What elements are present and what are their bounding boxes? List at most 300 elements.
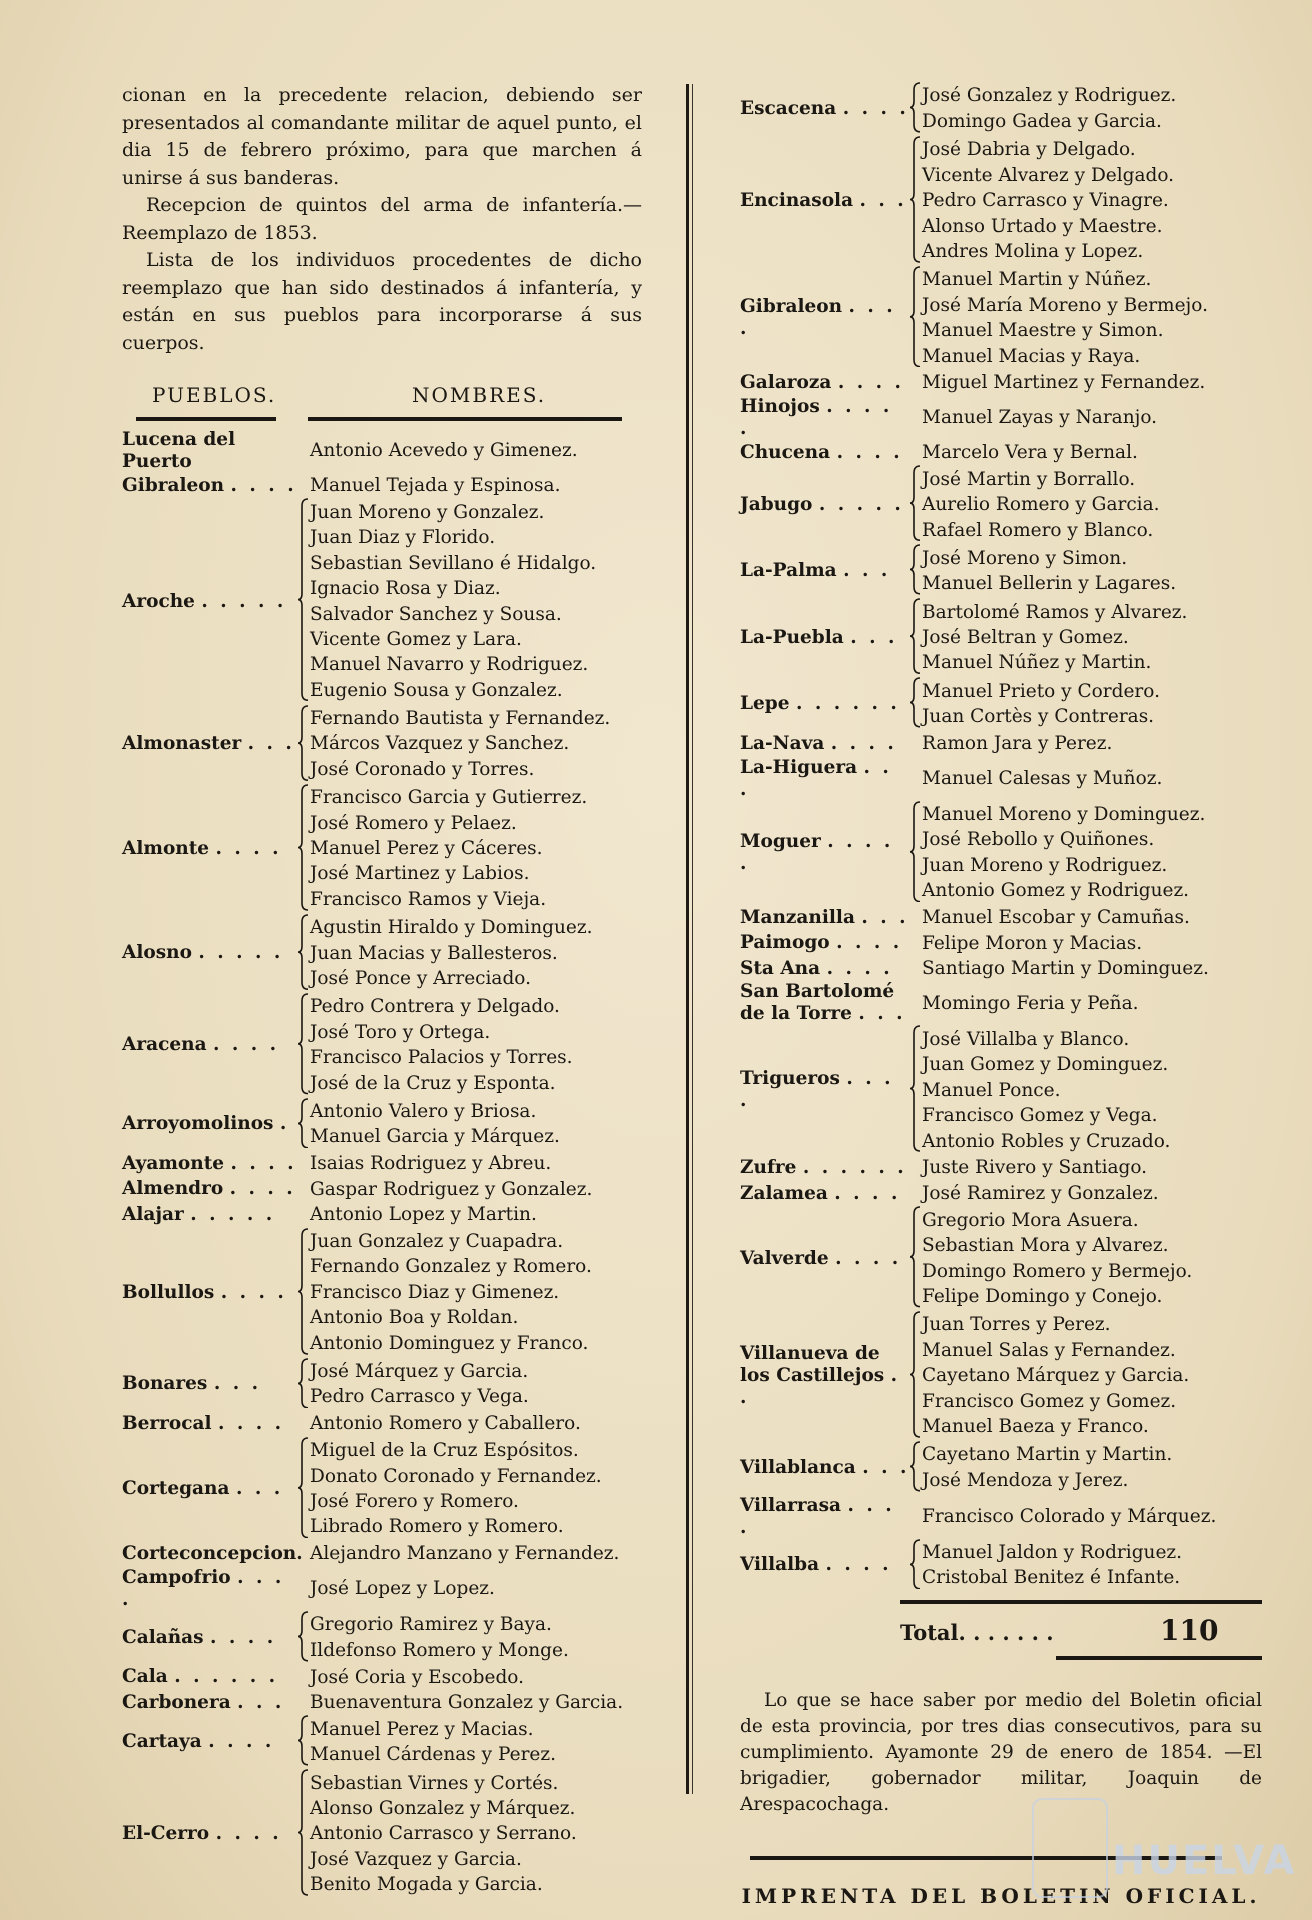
names-group	[922, 802, 1205, 904]
person-name: José Beltran y Gomez.	[922, 627, 1129, 649]
person-name: Cristobal Benitez é Infante.	[922, 1567, 1181, 1589]
brace-icon	[298, 1358, 310, 1412]
person-name: Manuel Núñez y Martin.	[922, 652, 1152, 674]
names-group	[922, 956, 1209, 981]
town-label: Manzanilla	[740, 906, 855, 928]
town-name	[122, 429, 298, 473]
names-group	[310, 1576, 495, 1601]
town-label: Calañas	[122, 1626, 204, 1648]
names-group	[310, 1612, 569, 1663]
person-name: José Moreno y Simon.	[922, 547, 1128, 569]
person-name: Márcos Vazquez y Sanchez.	[310, 733, 570, 755]
names-group	[922, 1208, 1192, 1310]
names-group	[922, 1155, 1147, 1180]
town-label: Almonte	[122, 837, 210, 859]
roster-entry	[740, 1441, 1262, 1495]
leader-dots: . . . . . .	[795, 693, 900, 715]
total-value: 110	[1160, 1614, 1219, 1648]
town-label: La-Nava	[740, 732, 825, 754]
town-label: Cartaya	[122, 1731, 202, 1753]
town-label: Lepe	[740, 693, 790, 715]
town-label: Gibraleon	[122, 474, 225, 496]
town-name	[122, 1627, 298, 1649]
names-group	[310, 1151, 551, 1176]
roster-entry	[122, 473, 642, 498]
names-group	[922, 731, 1112, 756]
intro-paragraph-1: cionan en la precedente relacion, debiendo ser presentados al comandante militar de aquel punto, el dia 15 de febrero próximo, para que marchen á unirse á sus banderas.	[122, 84, 642, 189]
brace-icon	[298, 914, 310, 993]
person-name: Alonso Gonzalez y Márquez.	[310, 1798, 576, 1820]
roster-entry	[122, 784, 642, 914]
town-label: Trigueros	[740, 1068, 840, 1090]
person-name: José Romero y Pelaez.	[310, 812, 517, 834]
brace-icon	[910, 465, 922, 544]
person-name: Cayetano Márquez y Garcia.	[922, 1365, 1190, 1387]
leader-dots: . . . .	[826, 957, 893, 979]
person-name: Manuel Cárdenas y Perez.	[310, 1744, 557, 1766]
names-group	[922, 905, 1190, 930]
names-group	[310, 438, 578, 463]
brace-icon	[910, 1206, 922, 1311]
huelva-watermark	[1032, 1798, 1297, 1898]
leader-dots: . . . .	[825, 1554, 892, 1576]
leader-dots: . . . . .	[740, 395, 893, 439]
town-name	[740, 1157, 910, 1179]
town-label: Berrocal	[122, 1413, 212, 1435]
roster-entry	[740, 905, 1262, 930]
person-name: Juan Diaz y Florido.	[310, 527, 496, 549]
person-name: Pedro Carrasco y Vega.	[310, 1386, 529, 1408]
roster-entry	[740, 1539, 1262, 1593]
leader-dots: . . . .	[835, 1247, 902, 1269]
intro-paragraph-3: Lista de los individuos procedentes de dicho reemplazo que han sido destinados á infantería, y están en sus pueblos para incorporarse á sus cuerpos.	[122, 249, 642, 354]
roster-entry	[122, 1715, 642, 1769]
person-name: Manuel Navarro y Rodriguez.	[310, 654, 589, 676]
names-group	[922, 1181, 1159, 1206]
person-name: Marcelo Vera y Bernal.	[922, 441, 1138, 463]
town-label: Campofrio	[122, 1566, 231, 1588]
town-label: Arroyomolinos	[122, 1113, 274, 1135]
brace-icon	[910, 1311, 922, 1441]
leader-dots: . . . .	[830, 732, 897, 754]
roster-entry	[740, 1155, 1262, 1180]
leader-dots: . . . .	[740, 296, 896, 340]
roster-entry	[122, 705, 642, 784]
person-name: Momingo Feria y Peña.	[922, 992, 1139, 1014]
town-name	[122, 733, 298, 755]
person-name: Juan Moreno y Rodriguez.	[922, 854, 1168, 876]
town-name	[740, 1068, 910, 1112]
names-group	[310, 1541, 619, 1566]
roster-entry	[122, 1690, 642, 1715]
person-name: Alonso Urtado y Maestre.	[922, 215, 1163, 237]
leader-dots: . . .	[859, 189, 907, 211]
brace-icon	[910, 677, 922, 731]
brace-icon	[298, 784, 310, 914]
town-label: Gibraleon	[740, 296, 843, 318]
person-name: Manuel Perez y Cáceres.	[310, 838, 543, 860]
names-group	[310, 994, 573, 1096]
person-name: Buenaventura Gonzalez y Garcia.	[310, 1691, 624, 1713]
person-name: Antonio Robles y Cruzado.	[922, 1130, 1171, 1152]
person-name: Juan Torres y Perez.	[922, 1314, 1111, 1336]
person-name: Francisco Gomez y Gomez.	[922, 1390, 1177, 1412]
person-name: Manuel Tejada y Espinosa.	[310, 475, 561, 496]
leader-dots: . . . .	[230, 1153, 297, 1175]
names-group	[922, 440, 1138, 465]
names-group	[310, 785, 587, 912]
person-name: José Ponce y Arreciado.	[310, 968, 531, 990]
person-name: Gaspar Rodriguez y Gonzalez.	[310, 1178, 593, 1200]
leader-dots: . . . .	[836, 441, 903, 463]
person-name: Bartolomé Ramos y Alvarez.	[922, 601, 1188, 623]
person-name: José Lopez y Lopez.	[310, 1578, 495, 1600]
person-name: Antonio Lopez y Martin.	[310, 1204, 537, 1226]
names-group	[922, 600, 1187, 676]
town-name	[122, 1204, 298, 1226]
person-name: Sebastian Virnes y Cortés.	[310, 1772, 559, 1794]
column-divider-thin	[692, 84, 693, 1794]
brace-icon	[298, 1715, 310, 1769]
leader-dots: . . .	[213, 1373, 262, 1395]
person-name: Benito Mogada y Garcia.	[310, 1874, 543, 1896]
names-group	[922, 267, 1208, 369]
roster-entry	[122, 1665, 642, 1690]
town-name	[122, 1413, 298, 1435]
person-name: José Martin y Borrallo.	[922, 468, 1136, 490]
leader-dots: . . .	[740, 756, 892, 800]
roster-entry	[740, 136, 1262, 266]
leader-dots: .	[279, 1113, 290, 1135]
town-label: La-Palma	[740, 560, 837, 582]
leader-dots: . . .	[247, 733, 295, 755]
person-name: Santiago Martin y Dominguez.	[922, 957, 1209, 979]
town-name	[122, 942, 298, 964]
person-name: Salvador Sanchez y Sousa.	[310, 603, 562, 625]
brace-icon	[910, 82, 922, 136]
roster-entry	[740, 981, 1262, 1025]
person-name: Vicente Alvarez y Delgado.	[922, 164, 1175, 186]
person-name: Antonio Gomez y Rodriguez.	[922, 880, 1190, 902]
person-name: José Toro y Ortega.	[310, 1021, 491, 1043]
roster-entry	[740, 1206, 1262, 1311]
person-name: Isaias Rodriguez y Abreu.	[310, 1153, 552, 1175]
town-name	[122, 1567, 298, 1611]
person-name: Antonio Romero y Caballero.	[310, 1413, 581, 1435]
town-label: Bollullos	[122, 1281, 215, 1303]
leader-dots: . . . .	[834, 1182, 901, 1204]
town-name	[122, 1666, 298, 1688]
person-name: Cayetano Martin y Martin.	[922, 1444, 1173, 1466]
person-name: José Rebollo y Quiñones.	[922, 829, 1155, 851]
leader-dots: . . . .	[229, 1178, 296, 1200]
town-label: Zalamea	[740, 1182, 828, 1204]
person-name: Manuel Bellerin y Lagares.	[922, 573, 1177, 595]
leader-dots: . . . .	[213, 1034, 280, 1056]
names-group	[922, 370, 1205, 395]
total-label: Total. . . . . . .	[900, 1620, 1054, 1646]
person-name: Manuel Zayas y Naranjo.	[922, 407, 1158, 429]
person-name: Antonio Dominguez y Franco.	[310, 1332, 589, 1354]
roster-entry	[122, 1177, 642, 1202]
town-label: Paimogo	[740, 932, 830, 954]
roster-entry	[740, 677, 1262, 731]
names-group	[310, 473, 560, 498]
person-name: Francisco Colorado y Márquez.	[922, 1505, 1217, 1527]
roster-entry	[740, 598, 1262, 677]
intro-text	[122, 82, 642, 357]
person-name: Librado Romero y Romero.	[310, 1516, 564, 1538]
town-name	[740, 494, 910, 516]
person-name: Ignacio Rosa y Diaz.	[310, 578, 501, 600]
town-name	[740, 1495, 910, 1539]
pueblos-header: PUEBLOS.	[152, 383, 277, 407]
brace-icon	[298, 498, 310, 704]
person-name: Manuel Perez y Macias.	[310, 1718, 534, 1740]
leader-dots: . . .	[850, 626, 898, 648]
brace-icon	[298, 993, 310, 1098]
town-label: Villablanca	[740, 1456, 856, 1478]
person-name: Fernando Bautista y Fernandez.	[310, 708, 611, 730]
leader-dots: . . . . .	[818, 493, 904, 515]
leader-dots: . . . . . .	[174, 1666, 279, 1688]
leader-dots: . . . .	[208, 1731, 275, 1753]
person-name: Ramon Jara y Perez.	[922, 733, 1113, 755]
person-name: Juan Moreno y Gonzalez.	[310, 501, 545, 523]
names-group	[922, 1312, 1189, 1439]
town-label: Carbonera	[122, 1691, 231, 1713]
names-group	[922, 1540, 1182, 1591]
town-label: Villanueva de los Castillejos	[740, 1342, 885, 1386]
leader-dots: . . . .	[217, 1413, 285, 1435]
leader-dots: . . . .	[122, 1566, 285, 1610]
names-group	[922, 546, 1176, 597]
town-name	[122, 1373, 298, 1395]
names-group	[922, 83, 1176, 134]
roster-entry	[122, 498, 642, 704]
town-label: Aracena	[122, 1034, 207, 1056]
roster-entry	[740, 266, 1262, 371]
town-label: Sta Ana	[740, 957, 821, 979]
person-name: José Villalba y Blanco.	[922, 1028, 1130, 1050]
town-label: Galaroza	[740, 372, 832, 394]
roster-entry	[740, 731, 1262, 756]
person-name: Juan Macias y Ballesteros.	[310, 942, 558, 964]
roster-entry	[122, 1358, 642, 1412]
names-group	[922, 679, 1160, 730]
names-group	[310, 500, 596, 703]
leader-dots: . . . .	[215, 837, 282, 859]
names-group	[310, 1690, 623, 1715]
right-roster	[740, 82, 1262, 1592]
town-name	[740, 372, 910, 394]
town-name	[122, 1282, 298, 1304]
brace-icon	[910, 801, 922, 906]
roster-entry	[122, 1437, 642, 1542]
town-name	[740, 981, 910, 1025]
town-label: Encinasola	[740, 189, 854, 211]
leader-dots: . . . .	[836, 932, 903, 954]
person-name: Gregorio Mora Asuera.	[922, 1209, 1139, 1231]
town-label: Almendro	[122, 1178, 224, 1200]
roster-entry	[122, 1541, 642, 1566]
town-label: Cala	[122, 1666, 168, 1688]
roster-entry	[122, 914, 642, 993]
town-name	[740, 1248, 910, 1270]
leader-dots: . . . .	[837, 372, 904, 394]
imprenta-footer: IMPRENTA DEL BOLETIN OFICIAL.	[741, 1884, 1261, 1909]
town-name	[740, 98, 910, 120]
person-name: Manuel Martin y Núñez.	[922, 269, 1152, 291]
town-name	[122, 1178, 298, 1200]
person-name: Francisco Diaz y Gimenez.	[310, 1281, 560, 1303]
person-name: José Ramirez y Gonzalez.	[922, 1182, 1159, 1204]
leader-dots: . . . . . .	[802, 1157, 907, 1179]
person-name: Francisco Garcia y Gutierrez.	[310, 787, 588, 809]
person-name: Manuel Maestre y Simon.	[922, 320, 1164, 342]
person-name: Manuel Baeza y Franco.	[922, 1415, 1149, 1437]
names-group	[922, 766, 1162, 791]
person-name: Fernando Gonzalez y Romero.	[310, 1256, 592, 1278]
leader-dots: . . . .	[210, 1626, 277, 1648]
roster-entry	[122, 993, 642, 1098]
person-name: Vicente Gomez y Lara.	[310, 628, 522, 650]
town-name	[740, 190, 910, 212]
town-label: La-Puebla	[740, 626, 844, 648]
roster-entry	[740, 82, 1262, 136]
roster-entry	[122, 1151, 642, 1176]
town-name	[122, 1543, 303, 1565]
brace-icon	[298, 1769, 310, 1899]
nombres-rule	[308, 417, 622, 421]
names-group	[310, 915, 592, 991]
town-name	[122, 475, 298, 497]
town-label: Alosno	[122, 942, 192, 964]
person-name: Agustin Hiraldo y Dominguez.	[310, 917, 593, 939]
town-label: La-Higuera	[740, 756, 858, 778]
person-name: Felipe Moron y Macias.	[922, 932, 1143, 954]
intro-paragraph-2: Recepcion de quintos del arma de infantería.—Reemplazo de 1853.	[122, 194, 642, 244]
roster-entry	[740, 370, 1262, 395]
person-name: Antonio Acevedo y Gimenez.	[310, 440, 578, 462]
town-name	[122, 1478, 298, 1500]
roster-entry	[122, 429, 642, 473]
names-group	[922, 1442, 1172, 1493]
names-group	[310, 706, 610, 782]
town-label: El-Cerro	[122, 1823, 210, 1845]
total-rule-top	[900, 1600, 1262, 1604]
town-name	[740, 907, 910, 929]
brace-icon	[910, 136, 922, 266]
town-name	[740, 831, 910, 875]
person-name: Alejandro Manzano y Fernandez.	[310, 1543, 620, 1565]
town-name	[740, 396, 910, 440]
leader-dots: . . . . .	[740, 830, 894, 874]
town-name	[122, 1153, 298, 1175]
brace-icon	[910, 1441, 922, 1495]
names-group	[922, 931, 1142, 956]
leader-dots: . . .	[862, 1456, 910, 1478]
person-name: Sebastian Sevillano é Hidalgo.	[310, 552, 597, 574]
roster-entry	[740, 396, 1262, 440]
person-name: Manuel Calesas y Muñoz.	[922, 767, 1163, 789]
town-label: Moguer	[740, 830, 821, 852]
person-name: José Martinez y Labios.	[310, 863, 530, 885]
names-group	[310, 1229, 592, 1356]
leader-dots: . . . .	[220, 1281, 287, 1303]
brace-icon	[910, 1025, 922, 1155]
person-name: José de la Cruz y Esponta.	[310, 1072, 556, 1094]
town-label: Cortegana	[122, 1478, 230, 1500]
town-name	[740, 733, 910, 755]
roster-entry	[740, 931, 1262, 956]
right-column	[740, 82, 1262, 1908]
names-group	[922, 405, 1157, 430]
leader-dots: . . . .	[842, 97, 909, 119]
town-name	[740, 442, 910, 464]
leader-dots: . . .	[861, 906, 909, 928]
person-name: José Dabria y Delgado.	[922, 139, 1136, 161]
town-name	[122, 1731, 298, 1753]
town-label: Jabugo	[740, 493, 813, 515]
leader-dots: . . .	[843, 560, 891, 582]
town-label: Hinojos	[740, 395, 820, 417]
names-group	[310, 1438, 602, 1540]
town-name	[122, 1692, 298, 1714]
names-group	[922, 1027, 1170, 1154]
names-group	[310, 1665, 524, 1690]
town-label: Ayamonte	[122, 1153, 225, 1175]
person-name: Pedro Carrasco y Vinagre.	[922, 190, 1169, 212]
roster-entry	[740, 1025, 1262, 1155]
person-name: José Vazquez y Garcia.	[310, 1848, 522, 1870]
person-name: Antonio Boa y Roldan.	[310, 1307, 519, 1329]
roster-entry	[122, 1098, 642, 1152]
names-group	[310, 1771, 577, 1898]
person-name: José María Moreno y Bermejo.	[922, 294, 1208, 316]
town-name	[122, 1034, 298, 1056]
roster-entry	[122, 1411, 642, 1436]
total-rule-bottom	[1056, 1656, 1262, 1660]
person-name: Juan Gonzalez y Cuapadra.	[310, 1231, 564, 1253]
names-group	[310, 1202, 537, 1227]
leader-dots: . . . . .	[201, 590, 287, 612]
names-group	[922, 1504, 1216, 1529]
person-name: Pedro Contrera y Delgado.	[310, 996, 560, 1018]
brace-icon	[298, 1611, 310, 1665]
town-name	[122, 1113, 298, 1135]
roster-entry	[122, 1769, 642, 1899]
town-label: Almonaster	[122, 733, 242, 755]
roster-entry	[740, 956, 1262, 981]
leader-dots: . .	[740, 1364, 901, 1408]
town-name	[122, 591, 298, 613]
roster-entry	[740, 757, 1262, 801]
person-name: Sebastian Mora y Alvarez.	[922, 1235, 1169, 1257]
roster-entry	[740, 440, 1262, 465]
left-column	[122, 82, 642, 1899]
person-name: Manuel Moreno y Dominguez.	[922, 804, 1206, 826]
pueblos-rule	[136, 417, 276, 421]
town-label: Villarrasa	[740, 1494, 841, 1516]
brace-icon	[910, 598, 922, 677]
total-block	[740, 1600, 1262, 1670]
names-group	[310, 1177, 592, 1202]
town-name	[740, 296, 910, 340]
brace-icon	[298, 1437, 310, 1542]
names-group	[310, 1359, 529, 1410]
watermark-text: HUELVA	[1112, 1838, 1297, 1884]
